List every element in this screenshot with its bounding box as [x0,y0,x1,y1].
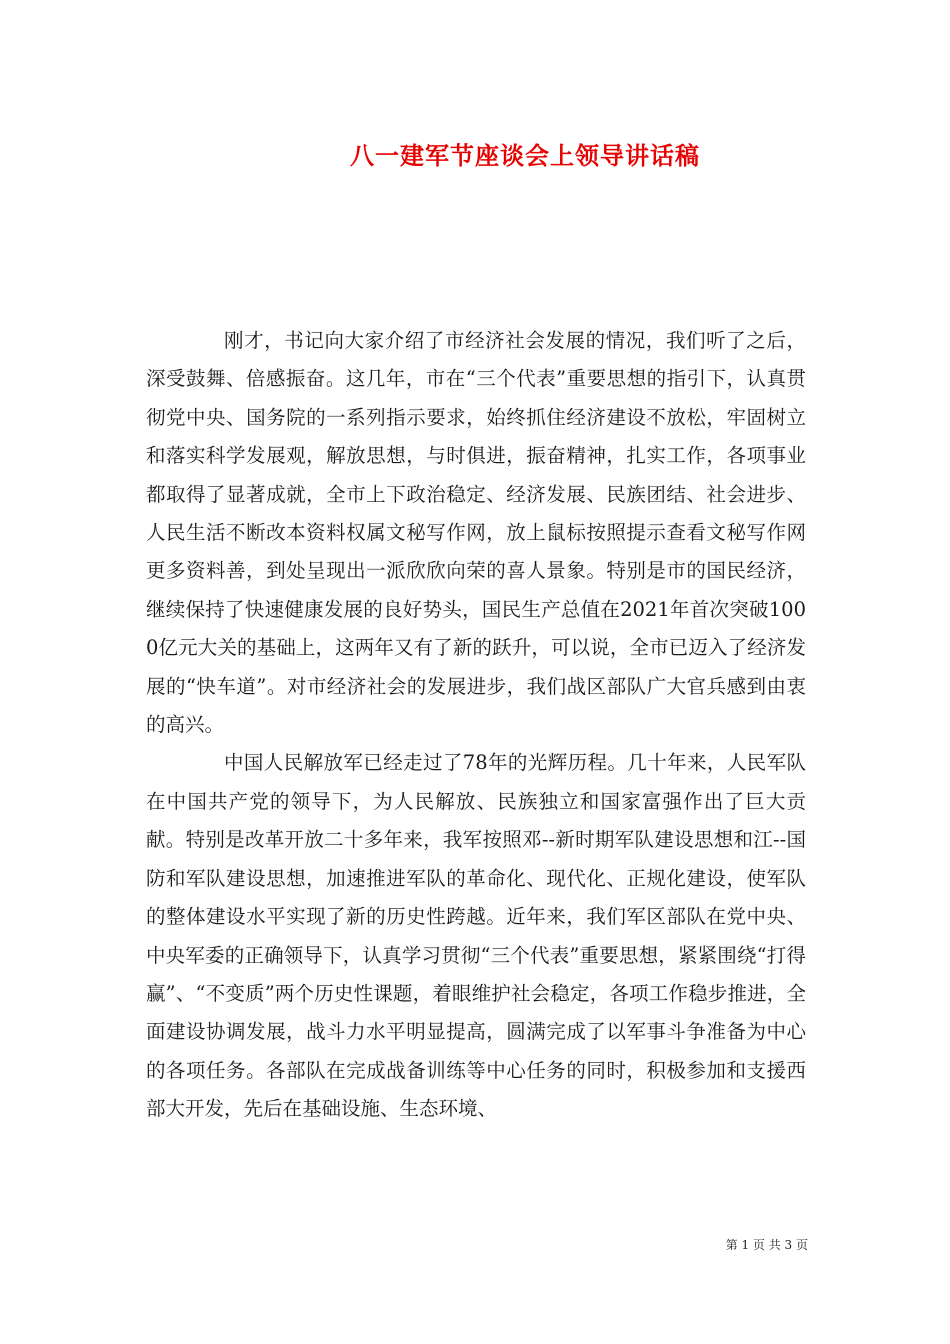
paragraph-2: 中国人民解放军已经走过了78年的光辉历程。几十年来，人民军队在中国共产党的领导下，为人民解放、民族独立和国家富强作出了巨大贡献。特别是改革开放二十多年来，我军按照邓--新时期军队建设思想和江--国防和军队建设思想，加速推进军队的革命化、现代化、正规化建设，使军队的整体建设水平实现了新的历史性跨越。近年来，我们军区部队在党中央、中央军委的正确领导下，认真学习贯彻“三个代表”重要思想，紧紧围绕“打得赢”、“不变质”两个历史性课题，着眼维护社会稳定，各项工作稳步推进，全面建设协调发展，战斗力水平明显提高，圆满完成了以军事斗争准备为中心的各项任务。各部队在完成战备训练等中心任务的同时，积极参加和支援西部大开发，先后在基础设施、生态环境、 [146,751,806,1121]
document-body [146,322,806,1129]
paragraph-1: 刚才，书记向大家介绍了市经济社会发展的情况，我们听了之后，深受鼓舞、倍感振奋。这几年，市在“三个代表”重要思想的指引下，认真贯彻党中央、国务院的一系列指示要求，始终抓住经济建设不放松，牢固树立和落实科学发展观，解放思想，与时俱进，振奋精神，扎实工作，各项事业都取得了显著成就，全市上下政治稳定、经济发展、民族团结、社会进步、人民生活不断改本资料权属文秘写作网，放上鼠标按照提示查看文秘写作网更多资料善，到处呈现出一派欣欣向荣的喜人景象。特别是市的国民经济，继续保持了快速健康发展的良好势头，国民生产总值在2021年首次突破1000亿元大关的基础上，这两年又有了新的跃升，可以说，全市已迈入了经济发展的“快车道”。对市经济社会的发展进步，我们战区部队广大官兵感到由衷的高兴。 [146,329,806,737]
document-title: 八一建军节座谈会上领导讲话稿 [350,141,700,170]
page-number-footer: 第 1 页 共 3 页 [725,1238,808,1252]
